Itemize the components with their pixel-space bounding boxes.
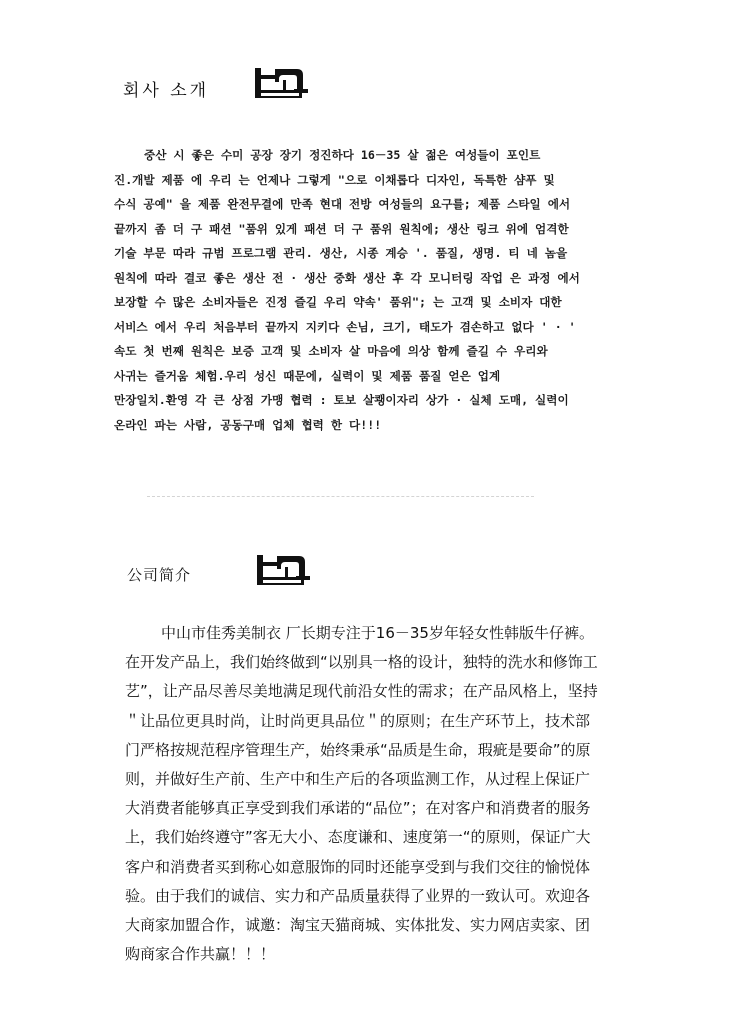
section-title-chinese: 公司简介 xyxy=(127,566,192,584)
text-line: 원칙에 따라 결코 좋은 생산 전 · 생산 중화 생산 후 각 모니터링 작업 은 과정 에서 xyxy=(114,270,580,285)
sewing-machine-icon xyxy=(253,66,309,100)
section-divider xyxy=(147,496,534,497)
text-line: 上，我们始终遵守”客无大小、态度谦和、速度第一“的原则，保证广大 xyxy=(125,828,591,847)
sewing-machine-icon xyxy=(255,553,311,587)
company-intro-chinese xyxy=(125,619,645,969)
text-line: 보장할 수 많은 소비자들은 진정 즐길 우리 약속' 품위"; 는 고객 및 소비자 대한 xyxy=(114,295,562,309)
text-line: 중산 시 좋은 수미 공장 장기 정진하다 16－35 살 젊은 여성들이 포인트 xyxy=(144,148,541,162)
text-line: 끝까지 좀 더 구 패션 "품위 있게 패션 더 구 품위 원칙에; 생산 링크 위에 엄격한 xyxy=(114,221,569,236)
text-line: 则，并做好生产前、生产中和生产后的各项监测工作，从过程上保证广 xyxy=(125,770,591,789)
text-line: 기술 부문 따라 규범 프로그램 관리. 생산, 시종 계승 '. 품질, 생명. 티 네 놈을 xyxy=(114,246,568,260)
text-line: 만장일치.환영 각 큰 상점 가맹 협력 : 토보 살쾡이자리 상가 · 실체 도매, 실력이 xyxy=(114,393,569,407)
text-line: 中山市佳秀美制衣 厂长期专注于16－35岁年轻女性韩版牛仔裤。 xyxy=(161,624,594,642)
text-line: 验。由于我们的诚信、实力和产品质量获得了业界的一致认可。欢迎各 xyxy=(125,886,591,905)
text-line: 온라인 파는 사람, 공동구매 업체 협력 한 다!!! xyxy=(114,417,382,432)
text-line: 在开发产品上，我们始终做到“以别具一格的设计，独特的洗水和修饰工 xyxy=(125,653,598,672)
text-line: 서비스 에서 우리 처음부터 끝까지 지키다 손님, 크기, 태도가 겸손하고 없다 ' · ' xyxy=(114,319,576,334)
text-line: 사귀는 즐거움 체험.우리 성신 때문에, 실력이 및 제품 품질 얻은 업계 xyxy=(114,368,501,383)
text-line: 大商家加盟合作，诚邀：淘宝天猫商城、实体批发、实力网店卖家、团 xyxy=(125,916,591,935)
text-line: 客户和消费者买到称心如意服饰的同时还能享受到与我们交往的愉悦体 xyxy=(125,857,591,876)
text-line: 艺”，让产品尽善尽美地满足现代前沿女性的需求；在产品风格上，坚持 xyxy=(125,682,598,701)
text-line: 购商家合作共赢！！！ xyxy=(125,945,276,964)
text-line: ＂让品位更具时尚，让时尚更具品位＂的原则；在生产环节上，技术部 xyxy=(125,711,591,730)
company-intro-korean xyxy=(114,143,634,437)
text-line: 大消费者能够真正享受到我们承诺的“品位”；在对客户和消费者的服务 xyxy=(125,799,591,818)
text-line: 속도 첫 번째 원칙은 보증 고객 및 소비자 살 마음에 의상 함께 즐길 수 우리와 xyxy=(114,344,548,358)
section-title-korean: 회사 소개 xyxy=(123,81,210,101)
text-line: 수식 공예" 을 제품 완전무결에 만족 현대 전방 여성들의 요구를; 제품 스타일 에서 xyxy=(114,197,571,211)
text-line: 진.개발 제품 에 우리 는 언제나 그렇게 "으로 이채롭다 디자인, 독특한 샴푸 및 xyxy=(114,172,555,187)
text-line: 门严格按规范程序管理生产，始终秉承“品质是生命，瑕疵是要命”的原 xyxy=(125,740,591,759)
